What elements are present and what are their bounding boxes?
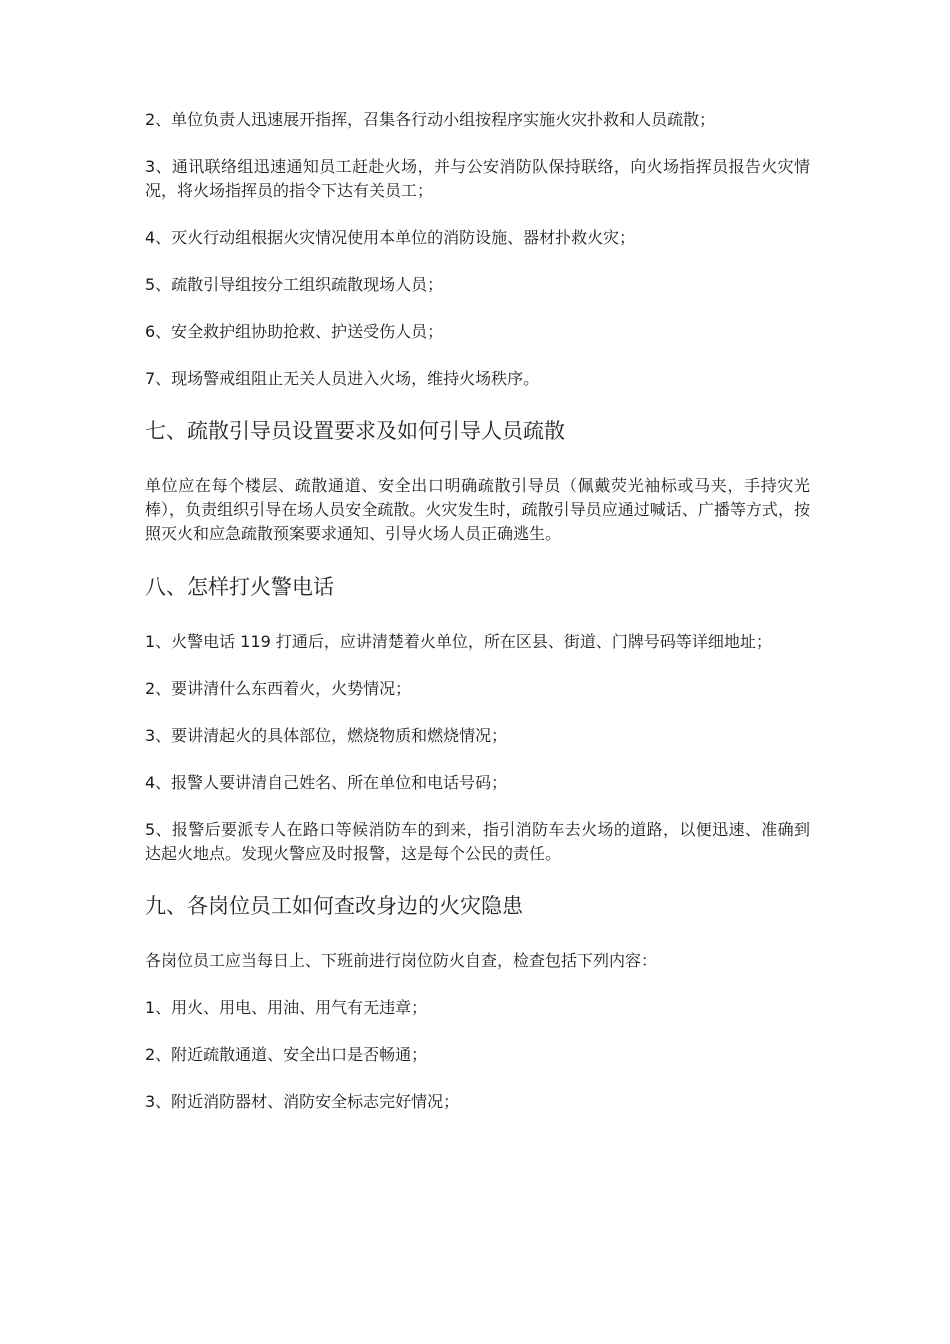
paragraph-step-2: 2、单位负责人迅速展开指挥，召集各行动小组按程序实施火灾扑救和人员疏散； — [145, 110, 716, 129]
paragraph-call-2: 2、要讲清什么东西着火，火势情况； — [145, 679, 412, 698]
paragraph-check-1: 1、用火、用电、用油、用气有无违章； — [145, 998, 428, 1017]
paragraph-step-7: 7、现场警戒组阻止无关人员进入火场，维持火场秩序。 — [145, 369, 540, 388]
paragraph-call-1: 1、火警电话 119 打通后，应讲清楚着火单位，所在区县、街道、门牌号码等详细地址； — [145, 632, 772, 651]
paragraph-step-4: 4、灭火行动组根据火灾情况使用本单位的消防设施、器材扑救火灾； — [145, 228, 636, 247]
document-page — [145, 108, 810, 1137]
paragraph-step-3: 3、通讯联络组迅速通知员工赶赴火场，并与公安消防队保持联络，向火场指挥员报告火灾情况，将火场指挥员的指令下达有关员工； — [145, 157, 810, 200]
paragraph-self-check-intro: 各岗位员工应当每日上、下班前进行岗位防火自查，检查包括下列内容： — [145, 951, 658, 970]
paragraph-step-6: 6、安全救护组协助抢救、护送受伤人员； — [145, 322, 444, 341]
section-heading-7: 七、疏散引导员设置要求及如何引导人员疏散 — [145, 419, 565, 443]
paragraph-step-5: 5、疏散引导组按分工组织疏散现场人员； — [145, 275, 444, 294]
paragraph-call-4: 4、报警人要讲清自己姓名、所在单位和电话号码； — [145, 773, 508, 792]
section-heading-8: 八、怎样打火警电话 — [145, 575, 334, 599]
paragraph-call-3: 3、要讲清起火的具体部位，燃烧物质和燃烧情况； — [145, 726, 508, 745]
paragraph-evacuation-guide: 单位应在每个楼层、疏散通道、安全出口明确疏散引导员（佩戴荧光袖标或马夹，手持灾光棒），负责组织引导在场人员安全疏散。火灾发生时，疏散引导员应通过喊话、广播等方式，按照灭火和应急疏散预案要求通知、引导火场人员正确逃生。 — [145, 476, 810, 543]
paragraph-call-5: 5、报警后要派专人在路口等候消防车的到来，指引消防车去火场的道路，以便迅速、准确到达起火地点。发现火警应及时报警，这是每个公民的责任。 — [145, 820, 810, 863]
section-heading-9: 九、各岗位员工如何查改身边的火灾隐患 — [145, 894, 523, 918]
paragraph-check-2: 2、附近疏散通道、安全出口是否畅通； — [145, 1045, 428, 1064]
paragraph-check-3: 3、附近消防器材、消防安全标志完好情况； — [145, 1092, 460, 1111]
